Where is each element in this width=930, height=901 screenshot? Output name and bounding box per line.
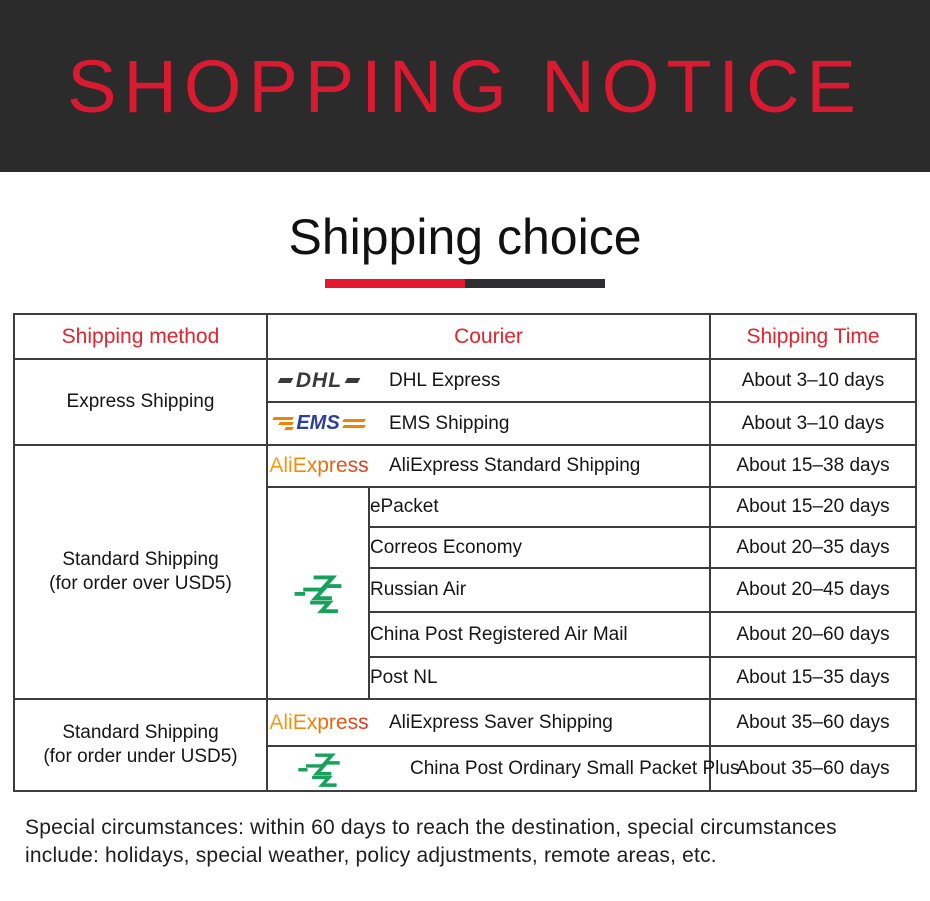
dhl-logo-text: DHL xyxy=(295,368,343,392)
shipping-table xyxy=(13,313,917,792)
method-label-line2: (for order under USD5) xyxy=(43,746,238,767)
courier-name: Russian Air xyxy=(369,568,710,612)
dhl-logo xyxy=(268,369,370,393)
method-label-line1: Standard Shipping xyxy=(62,549,219,571)
page-title: Shipping choice xyxy=(288,209,642,265)
header-banner xyxy=(0,0,930,172)
courier-name: AliExpress Saver Shipping xyxy=(388,711,613,733)
courier-name: ePacket xyxy=(369,487,710,527)
shipping-time: About 20–45 days xyxy=(710,568,916,612)
header-shipping-time: Shipping Time xyxy=(710,314,916,359)
shipping-time: About 15–38 days xyxy=(710,445,916,487)
china-post-logo xyxy=(268,748,370,790)
method-label: Express Shipping xyxy=(66,391,215,413)
method-standard-under-usd5 xyxy=(14,699,267,791)
china-post-logo xyxy=(267,487,369,699)
courier-name: China Post Ordinary Small Packet Plus xyxy=(409,757,740,779)
method-express-shipping xyxy=(14,359,267,445)
courier-ems-cell xyxy=(267,402,710,445)
courier-china-post-ordinary-cell xyxy=(267,746,740,791)
method-standard-over-usd5 xyxy=(14,445,267,699)
shipping-time: About 3–10 days xyxy=(710,359,916,402)
shipping-time: About 15–35 days xyxy=(710,657,916,699)
shipping-time: About 3–10 days xyxy=(710,402,916,445)
china-post-logo-icon xyxy=(296,748,342,790)
header-shipping-method: Shipping method xyxy=(14,314,267,359)
courier-name: AliExpress Standard Shipping xyxy=(388,455,641,476)
title-underline xyxy=(325,279,605,288)
courier-dhl-cell xyxy=(267,359,710,402)
courier-name: China Post Registered Air Mail xyxy=(369,612,710,657)
ems-logo-wing xyxy=(273,417,293,430)
shipping-time: About 20–35 days xyxy=(710,527,916,568)
header-courier: Courier xyxy=(267,314,710,359)
table-row xyxy=(14,699,916,746)
shipping-time: About 20–60 days xyxy=(710,612,916,657)
method-label-line1: Standard Shipping xyxy=(62,722,219,744)
courier-aliexpress-standard-cell xyxy=(267,445,710,487)
courier-name: Post NL xyxy=(369,657,710,699)
ems-logo-text: EMS xyxy=(296,412,340,434)
table-header-row xyxy=(14,314,916,359)
aliexpress-logo xyxy=(268,454,370,478)
dhl-logo-left-bar xyxy=(278,378,294,383)
title-underline-red xyxy=(325,279,465,288)
dhl-logo-right-bar xyxy=(345,378,361,383)
courier-name: Correos Economy xyxy=(369,527,710,568)
table-row xyxy=(14,445,916,487)
aliexpress-logo xyxy=(268,711,370,735)
special-circumstances-note: Special circumstances: within 60 days to reach the destination, special circumstances include: holidays, special weather, policy adjustments, remote areas, etc. xyxy=(25,816,837,867)
table-row xyxy=(14,359,916,402)
shipping-time: About 35–60 days xyxy=(710,746,916,791)
shipping-time: About 35–60 days xyxy=(710,699,916,746)
method-label-line2: (for order over USD5) xyxy=(49,573,232,594)
courier-aliexpress-saver-cell xyxy=(267,699,710,746)
shipping-time: About 15–20 days xyxy=(710,487,916,527)
aliexpress-logo-text: AliExpress xyxy=(269,710,369,734)
banner-title: SHOPPING NOTICE xyxy=(67,44,863,128)
courier-name: EMS Shipping xyxy=(388,412,510,434)
china-post-logo-icon xyxy=(292,569,344,617)
aliexpress-logo-text: AliExpress xyxy=(269,454,369,477)
courier-name: DHL Express xyxy=(388,369,501,391)
ems-logo xyxy=(268,412,370,435)
title-underline-dark xyxy=(465,279,605,288)
ems-logo-tail xyxy=(343,419,365,428)
